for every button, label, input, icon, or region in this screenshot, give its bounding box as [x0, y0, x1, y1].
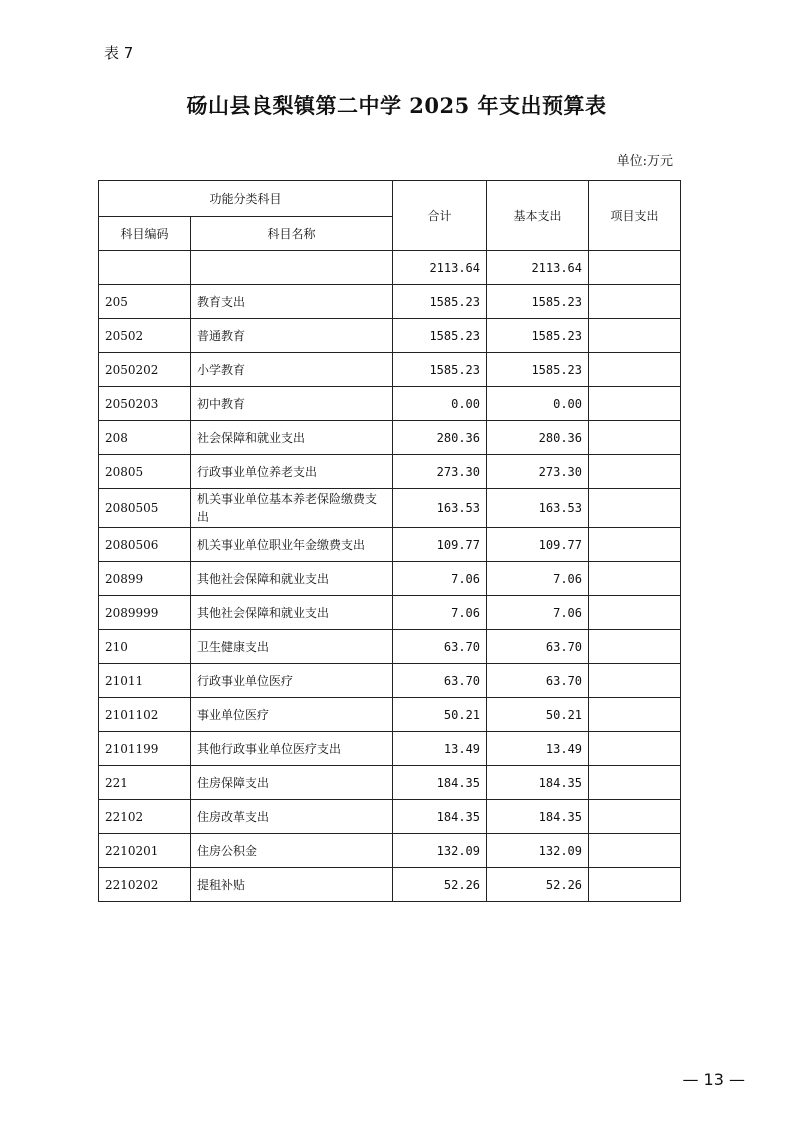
cell-project: [589, 834, 681, 868]
cell-total: 63.70: [393, 664, 487, 698]
cell-name: [191, 251, 393, 285]
cell-total: 1585.23: [393, 319, 487, 353]
cell-name: 其他行政事业单位医疗支出: [191, 732, 393, 766]
cell-basic: 280.36: [487, 421, 589, 455]
cell-code: 2050202: [99, 353, 191, 387]
cell-code: 2210202: [99, 868, 191, 902]
cell-project: [589, 387, 681, 421]
cell-basic: 7.06: [487, 596, 589, 630]
cell-basic: 63.70: [487, 630, 589, 664]
cell-code: 210: [99, 630, 191, 664]
cell-basic: 132.09: [487, 834, 589, 868]
cell-name: 初中教育: [191, 387, 393, 421]
cell-total: 280.36: [393, 421, 487, 455]
cell-total: 63.70: [393, 630, 487, 664]
cell-project: [589, 353, 681, 387]
cell-project: [589, 562, 681, 596]
cell-name: 卫生健康支出: [191, 630, 393, 664]
cell-code: [99, 251, 191, 285]
header-code: 科目编码: [99, 217, 191, 251]
cell-basic: 0.00: [487, 387, 589, 421]
header-total: 合计: [393, 181, 487, 251]
cell-project: [589, 664, 681, 698]
cell-project: [589, 630, 681, 664]
cell-total: 1585.23: [393, 353, 487, 387]
table-body: [99, 251, 681, 902]
cell-basic: 50.21: [487, 698, 589, 732]
cell-total: 7.06: [393, 562, 487, 596]
cell-project: [589, 698, 681, 732]
cell-total: 13.49: [393, 732, 487, 766]
cell-code: 20899: [99, 562, 191, 596]
cell-code: 208: [99, 421, 191, 455]
cell-name: 提租补贴: [191, 868, 393, 902]
cell-project: [589, 732, 681, 766]
table-row: [99, 421, 681, 455]
cell-total: 163.53: [393, 489, 487, 528]
table-row: [99, 489, 681, 528]
cell-code: 21011: [99, 664, 191, 698]
table-row: [99, 766, 681, 800]
cell-basic: 1585.23: [487, 319, 589, 353]
cell-name: 教育支出: [191, 285, 393, 319]
cell-basic: 13.49: [487, 732, 589, 766]
table-row: [99, 732, 681, 766]
cell-basic: 184.35: [487, 766, 589, 800]
cell-code: 22102: [99, 800, 191, 834]
cell-basic: 63.70: [487, 664, 589, 698]
cell-name: 其他社会保障和就业支出: [191, 596, 393, 630]
cell-project: [589, 766, 681, 800]
cell-total: 50.21: [393, 698, 487, 732]
cell-code: 2080506: [99, 528, 191, 562]
cell-basic: 1585.23: [487, 353, 589, 387]
cell-code: 20502: [99, 319, 191, 353]
cell-project: [589, 489, 681, 528]
table-row: [99, 353, 681, 387]
cell-project: [589, 800, 681, 834]
cell-total: 52.26: [393, 868, 487, 902]
table-row: [99, 562, 681, 596]
table-row: [99, 251, 681, 285]
cell-project: [589, 868, 681, 902]
cell-name: 住房改革支出: [191, 800, 393, 834]
cell-total: 273.30: [393, 455, 487, 489]
cell-code: 2050203: [99, 387, 191, 421]
cell-code: 2210201: [99, 834, 191, 868]
table-number: 表 7: [104, 44, 134, 62]
cell-basic: 163.53: [487, 489, 589, 528]
table-row: [99, 528, 681, 562]
cell-name: 社会保障和就业支出: [191, 421, 393, 455]
cell-total: 0.00: [393, 387, 487, 421]
cell-project: [589, 319, 681, 353]
table-row: [99, 319, 681, 353]
cell-name: 住房公积金: [191, 834, 393, 868]
table-row: [99, 868, 681, 902]
cell-basic: 1585.23: [487, 285, 589, 319]
cell-name: 机关事业单位职业年金缴费支出: [191, 528, 393, 562]
cell-total: 184.35: [393, 766, 487, 800]
cell-basic: 273.30: [487, 455, 589, 489]
cell-basic: 7.06: [487, 562, 589, 596]
table-row: [99, 387, 681, 421]
cell-name: 行政事业单位养老支出: [191, 455, 393, 489]
cell-basic: 109.77: [487, 528, 589, 562]
cell-project: [589, 421, 681, 455]
table-row: [99, 800, 681, 834]
cell-project: [589, 285, 681, 319]
cell-total: 1585.23: [393, 285, 487, 319]
page-number: — 13 —: [682, 1070, 745, 1089]
cell-project: [589, 251, 681, 285]
cell-project: [589, 528, 681, 562]
cell-project: [589, 455, 681, 489]
cell-code: 20805: [99, 455, 191, 489]
table-row: [99, 698, 681, 732]
cell-code: 2101199: [99, 732, 191, 766]
cell-name: 小学教育: [191, 353, 393, 387]
table-row: [99, 455, 681, 489]
budget-table: [98, 180, 681, 902]
cell-code: 221: [99, 766, 191, 800]
header-functional: 功能分类科目: [99, 181, 393, 217]
cell-basic: 52.26: [487, 868, 589, 902]
cell-total: 184.35: [393, 800, 487, 834]
cell-code: 2089999: [99, 596, 191, 630]
header-project: 项目支出: [589, 181, 681, 251]
unit-label: 单位:万元: [616, 154, 673, 169]
cell-name: 其他社会保障和就业支出: [191, 562, 393, 596]
table-row: [99, 285, 681, 319]
cell-total: 2113.64: [393, 251, 487, 285]
cell-total: 109.77: [393, 528, 487, 562]
cell-name: 事业单位医疗: [191, 698, 393, 732]
cell-name: 住房保障支出: [191, 766, 393, 800]
cell-code: 2080505: [99, 489, 191, 528]
cell-name: 普通教育: [191, 319, 393, 353]
table-row: [99, 630, 681, 664]
table-row: [99, 834, 681, 868]
table-row: [99, 596, 681, 630]
header-name: 科目名称: [191, 217, 393, 251]
cell-code: 2101102: [99, 698, 191, 732]
table-row: [99, 664, 681, 698]
cell-basic: 184.35: [487, 800, 589, 834]
document-title: 砀山县良梨镇第二中学 2025 年支出预算表: [186, 93, 607, 118]
cell-name: 机关事业单位基本养老保险缴费支出: [191, 489, 393, 528]
cell-project: [589, 596, 681, 630]
cell-total: 132.09: [393, 834, 487, 868]
cell-total: 7.06: [393, 596, 487, 630]
cell-name: 行政事业单位医疗: [191, 664, 393, 698]
cell-code: 205: [99, 285, 191, 319]
header-basic: 基本支出: [487, 181, 589, 251]
cell-basic: 2113.64: [487, 251, 589, 285]
